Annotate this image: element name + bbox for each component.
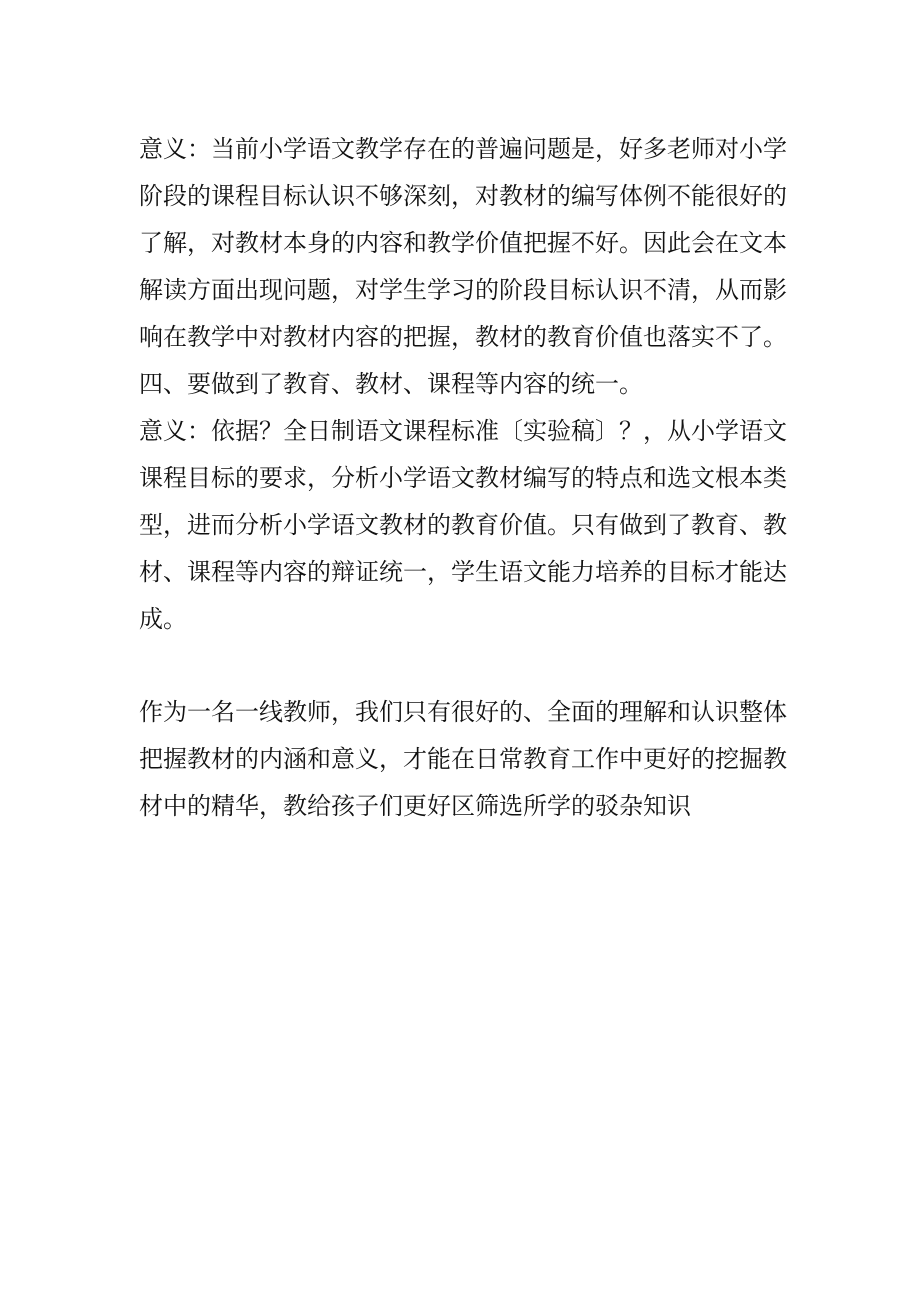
text-line: 课程目标的要求，分析小学语文教材编写的特点和选文根本类 [139,464,787,492]
text-line: 响在教学中对教材内容的把握，教材的教育价值也落实不了。 [139,323,787,351]
text-line: 把握教材的内涵和意义，才能在日常教育工作中更好的挖掘教 [139,745,787,773]
text-line: 阶段的课程目标认识不够深刻，对教材的编写体例不能很好的 [139,182,787,210]
text-line: 意义：依据？全日制语文课程标准〔实验稿〕？，从小学语文 [139,417,787,445]
text-line: 型，进而分析小学语文教材的教育价值。只有做到了教育、教 [139,511,787,539]
text-line: 材中的精华，教给孩子们更好区筛选所学的驳杂知识 [139,792,691,820]
section-heading-line: 四、要做到了教育、教材、课程等内容的统一。 [139,370,643,398]
text-line: 了解，对教材本身的内容和教学价值把握不好。因此会在文本 [139,229,787,257]
text-line: 成。 [139,605,187,633]
text-line: 材、课程等内容的辩证统一，学生语文能力培养的目标才能达 [139,558,787,586]
text-line: 意义：当前小学语文教学存在的普遍问题是，好多老师对小学 [139,135,787,163]
text-line: 解读方面出现问题，对学生学习的阶段目标认识不清，从而影 [139,276,787,304]
text-line: 作为一名一线教师，我们只有很好的、全面的理解和认识整体 [139,698,787,726]
paragraph-block-significance [139,126,789,643]
paragraph-block-conclusion [139,689,789,830]
